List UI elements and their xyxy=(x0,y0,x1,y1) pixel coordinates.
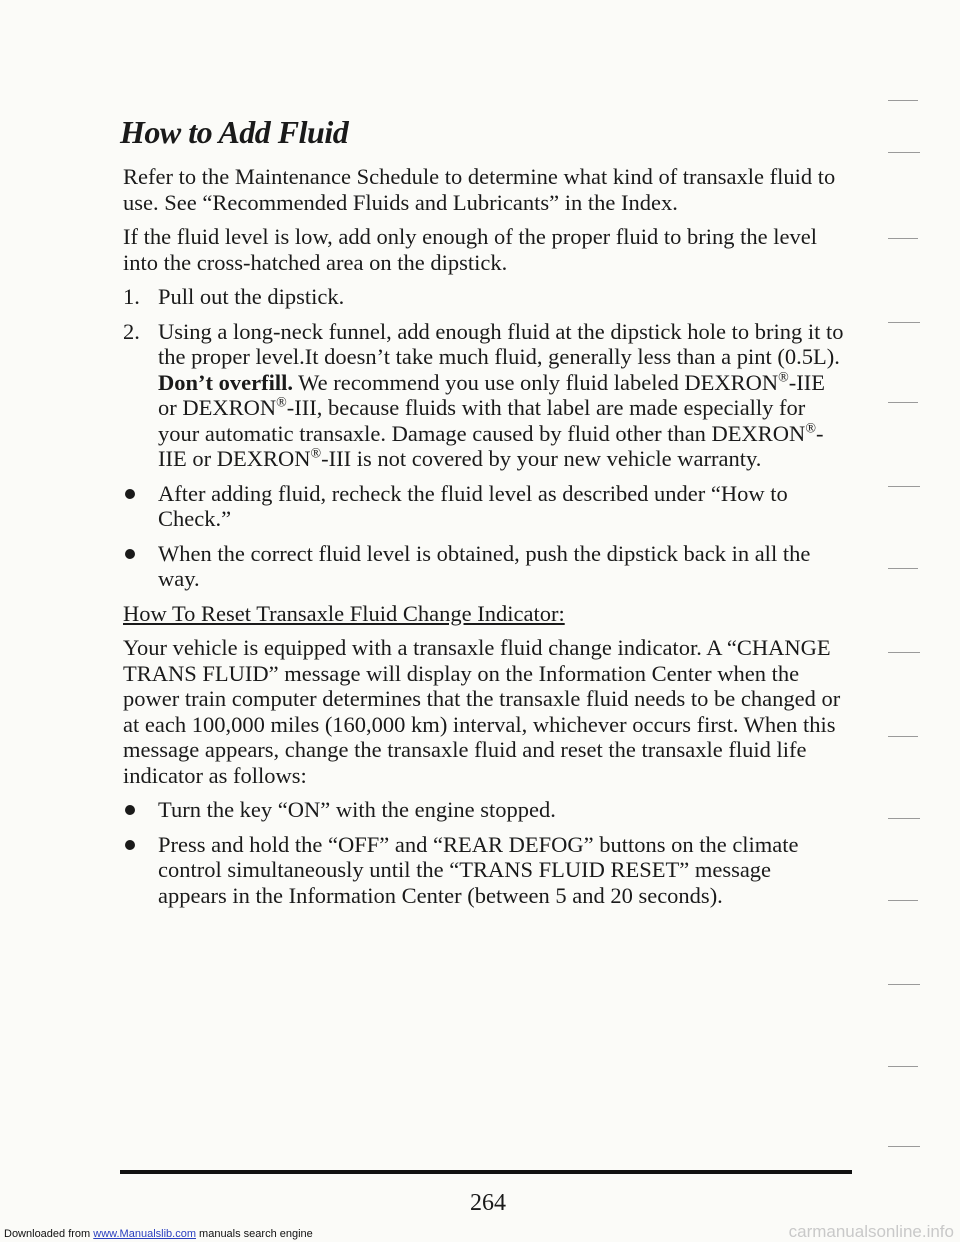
margin-mark xyxy=(888,568,918,569)
bullet-icon xyxy=(123,541,158,592)
step-2-part-6: -III is not covered by your new vehicle warranty. xyxy=(321,446,762,471)
margin-mark xyxy=(888,1146,920,1147)
registered-mark: ® xyxy=(310,446,322,462)
step-2-part-3: -IIE or DEXRON xyxy=(158,369,826,420)
bullet-text: Turn the key “ON” with the engine stopped. xyxy=(158,797,556,822)
page-content xyxy=(123,164,845,917)
step-1-text: Pull out the dipstick. xyxy=(158,284,345,309)
margin-mark xyxy=(888,402,918,403)
intro-paragraph-1: Refer to the Maintenance Schedule to determine what kind of transaxle fluid to use. See “Recommended Fluids and Lubricants” in the Index. xyxy=(123,164,836,215)
step-1 xyxy=(123,284,845,310)
margin-mark xyxy=(888,238,918,239)
margin-mark xyxy=(888,900,918,901)
step-2-part-4: -III, because fluids with that label are made especially for your automatic transaxle. Damage caused by fluid other than DEXRON xyxy=(158,395,806,446)
bullet-text: After adding fluid, recheck the fluid level as described under “How to Check.” xyxy=(158,480,788,531)
margin-mark xyxy=(888,652,920,653)
bullet-text: When the correct fluid level is obtained, push the dipstick back in all the way. xyxy=(158,540,811,591)
margin-mark xyxy=(888,152,920,153)
bullet-item xyxy=(123,797,845,823)
registered-mark: ® xyxy=(778,370,789,385)
bullet-icon xyxy=(123,832,158,909)
margin-mark xyxy=(888,486,920,487)
bullet-item xyxy=(123,832,845,909)
download-footer xyxy=(4,1228,313,1240)
reset-section-paragraph: Your vehicle is equipped with a transaxle fluid change indicator. A “CHANGE TRANS FLUID” message will display on the Information Center when the power train computer determines that the transaxle fluid needs to be changed or at each 100,000 miles (160,000 km) interval, whichever occurs first. When this message appears, change the transaxle fluid and reset the transaxle fluid life indicator as follows: xyxy=(123,635,841,788)
page-number: 264 xyxy=(470,1190,506,1216)
bullet-text: Press and hold the “OFF” and “REAR DEFOG” buttons on the climate control simultaneously until the “TRANS FLUID RESET” message appears in the Information Center (between 5 and 20 seconds). xyxy=(158,831,799,908)
intro-paragraph-2: If the fluid level is low, add only enough of the proper fluid to bring the level into the cross-hatched area on the dipstick. xyxy=(123,224,817,275)
registered-mark: ® xyxy=(276,395,287,411)
bullet-icon xyxy=(123,481,158,532)
step-2-text xyxy=(158,319,845,472)
footer-suffix: manuals search engine xyxy=(195,1228,313,1240)
footer-rule xyxy=(120,1170,852,1174)
bullet-item xyxy=(123,541,845,592)
registered-mark: ® xyxy=(805,421,816,436)
margin-mark xyxy=(888,322,920,323)
margin-mark xyxy=(888,1066,918,1067)
margin-mark xyxy=(888,736,918,737)
bullet-item xyxy=(123,481,845,532)
step-2-part-1: Using a long-neck funnel, add enough fluid at the dipstick hole to bring it to the proper level.It doesn’t take much fluid, generally less than a pint (0.5L). xyxy=(158,318,844,369)
manualslib-link[interactable]: www.Manualslib.com xyxy=(93,1228,196,1240)
footer-prefix: Downloaded from xyxy=(4,1228,94,1240)
bullet-icon xyxy=(123,797,158,823)
step-2-part-2: We recommend you use only fluid labeled DEXRON xyxy=(292,369,779,395)
step-1-number: 1. xyxy=(123,284,140,309)
step-2 xyxy=(123,319,845,472)
margin-mark xyxy=(888,984,920,985)
reset-section-title: How To Reset Transaxle Fluid Change Indicator: xyxy=(123,600,565,626)
margin-mark xyxy=(888,818,920,819)
step-2-number: 2. xyxy=(123,318,140,344)
margin-mark xyxy=(888,100,918,101)
page-heading: How to Add Fluid xyxy=(120,114,349,150)
overfill-warning: Don’t overfill. xyxy=(158,369,293,395)
step-2-part-5: -IIE or DEXRON xyxy=(158,420,824,471)
watermark: carmanualsonline.info xyxy=(788,1222,954,1241)
